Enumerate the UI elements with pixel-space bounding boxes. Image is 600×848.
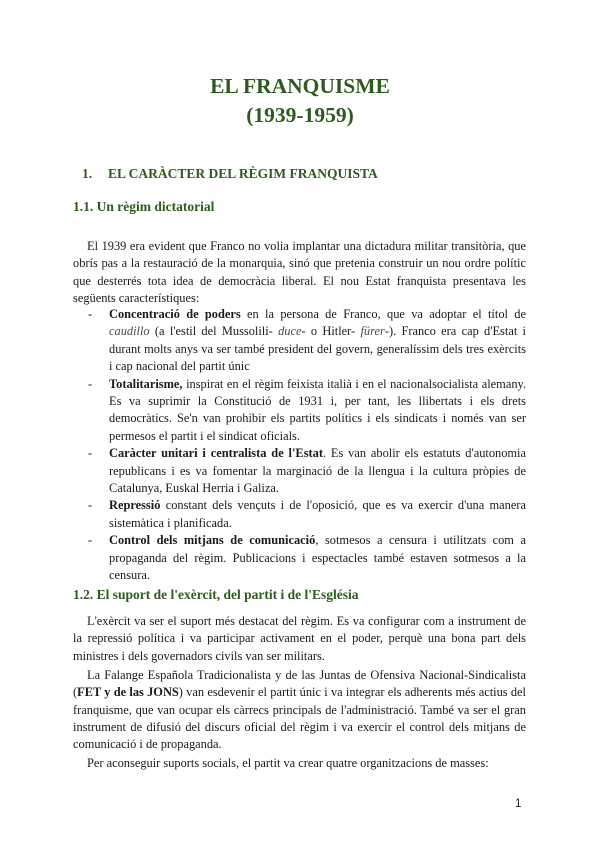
paragraph-bold: FET y de las JONS	[77, 685, 179, 700]
page-number: 1	[515, 798, 522, 810]
list-item-bold: Caràcter unitari i centralista de l'Estat	[109, 446, 323, 461]
section-number: 1.	[82, 166, 93, 181]
list-item-text: constant dels vençuts i de l'oposició, que es va exercir d'una manera sistemàtica i planificada.	[109, 498, 526, 530]
list-item-bold: Totalitarisme,	[109, 376, 183, 391]
list-item-text: , sotmesos a censura i utilitzats com a propaganda del règim. Publicacions i espectacles també estaven sotmesos a la censura.	[109, 533, 526, 583]
list-dash: -	[88, 376, 93, 391]
subsection-heading-2: 1.2. El suport de l'exèrcit, del partit i de l'Església	[73, 587, 359, 602]
list-item-text: - o Hitler-	[301, 324, 361, 339]
list-item	[88, 445, 526, 497]
list-item-text: . Es van abolir els estatuts d'autonomia republicans i es va fomentar la marginació de la llengua i la cultura pròpies de Catalunya, Euskal Herria i Galiza.	[109, 446, 526, 496]
characteristics-list	[88, 306, 526, 585]
list-item-text: (a l'estil del Mussolili-	[149, 324, 279, 339]
section-heading	[82, 166, 378, 182]
list-item	[88, 532, 526, 584]
document-title: EL FRANQUISME	[210, 74, 390, 98]
list-dash: -	[88, 533, 93, 548]
document-subtitle: (1939-1959)	[246, 103, 354, 127]
mass-organizations-paragraph: Per aconseguir suports socials, el partit va crear quatre organitzacions de masses:	[87, 756, 489, 770]
list-item-bold: Control dels mitjans de comunicació	[109, 533, 316, 548]
list-dash: -	[88, 446, 93, 461]
list-item-text: -). Franco era cap d'Estat i durant molts anys va ser també president del govern, generalíssim dels tres exèrcits i cap nacional del partit únic	[109, 324, 526, 374]
intro-paragraph: El 1939 era evident que Franco no volia implantar una dictadura militar transitòria, que obrís pas a la restauració de la monarquia, sinó que pretenia construir un nou ordre polític que desterrés tota idea de democràcia liberal. El nou Estat franquista presentava les següents característiques:	[73, 239, 526, 305]
list-dash: -	[88, 498, 93, 513]
list-dash: -	[88, 307, 93, 321]
paragraph-text: ) van esdevenir el partit únic i va integrar els adherents més actius del franquisme, que van ocupar els càrrecs principals de l'administració. També va ser el gran instrument de difusió del discurs oficial del règim i va exercir el control dels mitjans de comunicació i de propaganda.	[73, 685, 526, 752]
list-item	[88, 306, 526, 376]
list-item	[88, 376, 526, 446]
subsection-heading-1: 1.1. Un règim dictatorial	[73, 199, 215, 214]
list-item-text: en la persona de Franco, que va adoptar el títol de	[240, 307, 526, 321]
paragraph-text: La Falange Española Tradicionalista y de las Juntas de Ofensiva Nacional-Sindicalista (	[73, 668, 526, 700]
list-item-italic: caudillo	[109, 324, 150, 339]
list-item-bold: Repressió	[109, 498, 161, 513]
army-paragraph: L'exèrcit va ser el suport més destacat del règim. Es va configurar com a instrument de la repressió política i va participar activament en el poder, perquè una bona part dels ministres i dels governadors civils van ser militars.	[73, 614, 526, 663]
section-title: EL CARÀCTER DEL RÈGIM FRANQUISTA	[108, 166, 378, 181]
list-item	[88, 497, 526, 532]
list-item-italic: duce	[278, 324, 302, 339]
list-item-bold: Concentració de poders	[109, 307, 241, 321]
list-item-text: inspirat en el règim feixista italià i en el nacionalsocialista alemany. Es va suprimir la Constitució de 1931 i, per tant, les llibertats i els drets democràtics. Se'n van prohibir els partits polítics i els sindicats i només van ser permesos el partit i el sindicat oficials.	[109, 376, 526, 443]
party-paragraph	[73, 667, 526, 753]
list-item-italic: fürer	[360, 324, 385, 339]
